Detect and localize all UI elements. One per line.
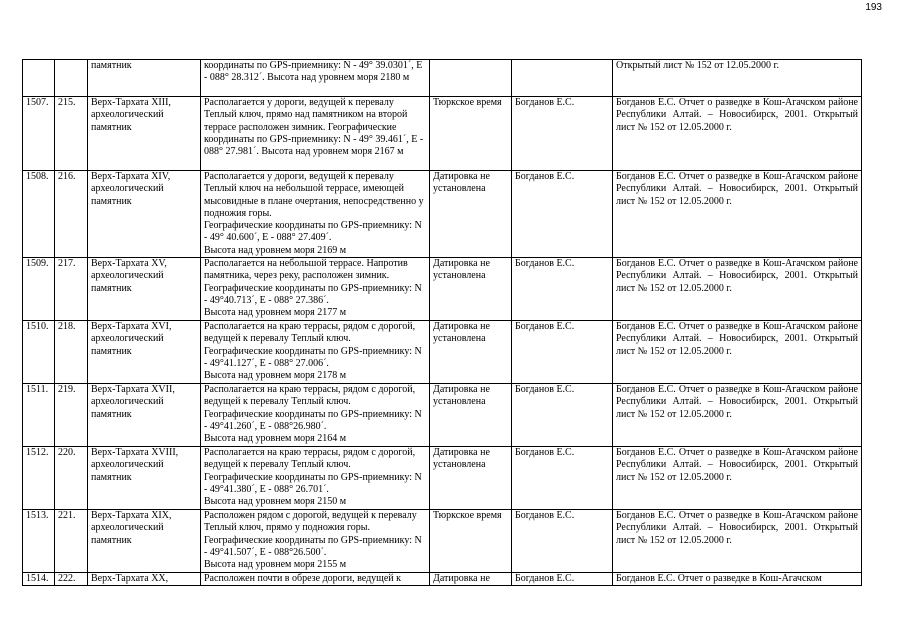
location-description-cell: Располагается на краю террасы, рядом с дорогой, ведущей к перевалу Теплый ключ. Географические координаты по GPS-приемнику: N - 49°41.380´, E - 088° 26.701´. Высота над уровнем моря 2150 м	[201, 447, 430, 510]
dating-cell: Датировка не установлена	[430, 447, 512, 510]
row-number-cell: 1513.	[23, 510, 55, 573]
dating-cell: Датировка не установлена	[430, 384, 512, 447]
row-number-cell: 1514.	[23, 573, 55, 586]
monument-name-cell: Верх-Тархата XX,	[88, 573, 201, 586]
local-number-cell: 220.	[55, 447, 88, 510]
row-number-cell: 1507.	[23, 97, 55, 171]
row-number-cell: 1508.	[23, 171, 55, 258]
local-number-cell: 218.	[55, 321, 88, 384]
row-number-cell: 1509.	[23, 258, 55, 321]
dating-cell: Тюркское время	[430, 97, 512, 171]
author-cell: Богданов Е.С.	[512, 97, 613, 171]
row-number-cell	[23, 60, 55, 97]
location-description-cell: Располагается у дороги, ведущей к перевалу Теплый ключ, прямо над памятником на второй террасе расположен зимник. Географические координаты по GPS-приемнику: N - 49° 39.461´, E - 088° 27.981´. Высота над уровнем моря 2167 м	[201, 97, 430, 171]
table-row	[23, 321, 862, 384]
dating-cell	[430, 60, 512, 97]
source-cell: Открытый лист № 152 от 12.05.2000 г.	[613, 60, 862, 97]
location-description-cell: Располагается у дороги, ведущей к перевалу Теплый ключ на небольшой террасе, имеющей мысовидные в плане очертания, непосредственно у подножия горы. Географические координаты по GPS-приемнику: N - 49° 40.600´, E - 088° 27.409´. Высота над уровнем моря 2169 м	[201, 171, 430, 258]
location-description-cell: Располагается на небольшой террасе. Напротив памятника, через реку, расположен зимник. Географические координаты по GPS-приемнику: N - 49°40.713´, E - 088° 27.386´. Высота над уровнем моря 2177 м	[201, 258, 430, 321]
author-cell: Богданов Е.С.	[512, 384, 613, 447]
local-number-cell: 221.	[55, 510, 88, 573]
local-number-cell: 217.	[55, 258, 88, 321]
table-row	[23, 573, 862, 586]
dating-cell: Датировка не установлена	[430, 171, 512, 258]
local-number-cell: 222.	[55, 573, 88, 586]
author-cell	[512, 60, 613, 97]
author-cell: Богданов Е.С.	[512, 258, 613, 321]
source-cell: Богданов Е.С. Отчет о разведке в Кош-Агачском районе Республики Алтай. – Новосибирск, 2001. Открытый лист № 152 от 12.05.2000 г.	[613, 384, 862, 447]
source-cell: Богданов Е.С. Отчет о разведке в Кош-Агачском районе Республики Алтай. – Новосибирск, 2001. Открытый лист № 152 от 12.05.2000 г.	[613, 510, 862, 573]
table-row	[23, 60, 862, 97]
dating-cell: Тюркское время	[430, 510, 512, 573]
table-row	[23, 97, 862, 171]
source-cell: Богданов Е.С. Отчет о разведке в Кош-Агачском районе Республики Алтай. – Новосибирск, 2001. Открытый лист № 152 от 12.05.2000 г.	[613, 171, 862, 258]
monument-name-cell: Верх-Тархата XVI, археологический памятник	[88, 321, 201, 384]
table-row	[23, 171, 862, 258]
table-row	[23, 258, 862, 321]
dating-cell: Датировка не установлена	[430, 321, 512, 384]
author-cell: Богданов Е.С.	[512, 447, 613, 510]
monument-name-cell: Верх-Тархата XIX, археологический памятник	[88, 510, 201, 573]
monument-name-cell: Верх-Тархата XV, археологический памятник	[88, 258, 201, 321]
source-cell: Богданов Е.С. Отчет о разведке в Кош-Агачском районе Республики Алтай. – Новосибирск, 2001. Открытый лист № 152 от 12.05.2000 г.	[613, 258, 862, 321]
monument-name-cell: памятник	[88, 60, 201, 97]
monuments-table	[22, 59, 862, 586]
page-number: 193	[865, 2, 882, 13]
table-row	[23, 384, 862, 447]
row-number-cell: 1510.	[23, 321, 55, 384]
source-cell: Богданов Е.С. Отчет о разведке в Кош-Агачском районе Республики Алтай. – Новосибирск, 2001. Открытый лист № 152 от 12.05.2000 г.	[613, 447, 862, 510]
source-cell: Богданов Е.С. Отчет о разведке в Кош-Агачском	[613, 573, 862, 586]
table-row	[23, 447, 862, 510]
location-description-cell: Располагается на краю террасы, рядом с дорогой, ведущей к перевалу Теплый ключ. Географические координаты по GPS-приемнику: N - 49°41.260´, E - 088°26.980´. Высота над уровнем моря 2164 м	[201, 384, 430, 447]
monument-name-cell: Верх-Тархата XIV, археологический памятник	[88, 171, 201, 258]
monument-name-cell: Верх-Тархата XIII, археологический памятник	[88, 97, 201, 171]
local-number-cell	[55, 60, 88, 97]
table-row	[23, 510, 862, 573]
monument-name-cell: Верх-Тархата XVII, археологический памятник	[88, 384, 201, 447]
author-cell: Богданов Е.С.	[512, 321, 613, 384]
location-description-cell: координаты по GPS-приемнику: N - 49° 39.0301´, E - 088° 28.312´. Высота над уровнем моря 2180 м	[201, 60, 430, 97]
author-cell: Богданов Е.С.	[512, 510, 613, 573]
row-number-cell: 1511.	[23, 384, 55, 447]
dating-cell: Датировка не установлена	[430, 258, 512, 321]
row-number-cell: 1512.	[23, 447, 55, 510]
local-number-cell: 215.	[55, 97, 88, 171]
author-cell: Богданов Е.С.	[512, 573, 613, 586]
monument-name-cell: Верх-Тархата XVIII, археологический памятник	[88, 447, 201, 510]
local-number-cell: 219.	[55, 384, 88, 447]
source-cell: Богданов Е.С. Отчет о разведке в Кош-Агачском районе Республики Алтай. – Новосибирск, 2001. Открытый лист № 152 от 12.05.2000 г.	[613, 321, 862, 384]
dating-cell: Датировка не	[430, 573, 512, 586]
local-number-cell: 216.	[55, 171, 88, 258]
source-cell: Богданов Е.С. Отчет о разведке в Кош-Агачском районе Республики Алтай. – Новосибирск, 2001. Открытый лист № 152 от 12.05.2000 г.	[613, 97, 862, 171]
location-description-cell: Расположен рядом с дорогой, ведущей к перевалу Теплый ключ, прямо у подножия горы. Географические координаты по GPS-приемнику: N - 49°41.507´, E - 088°26.500´. Высота над уровнем моря 2155 м	[201, 510, 430, 573]
location-description-cell: Располагается на краю террасы, рядом с дорогой, ведущей к перевалу Теплый ключ. Географические координаты по GPS-приемнику: N - 49°41.127´, E - 088° 27.006´. Высота над уровнем моря 2178 м	[201, 321, 430, 384]
location-description-cell: Расположен почти в обрезе дороги, ведущей к	[201, 573, 430, 586]
author-cell: Богданов Е.С.	[512, 171, 613, 258]
